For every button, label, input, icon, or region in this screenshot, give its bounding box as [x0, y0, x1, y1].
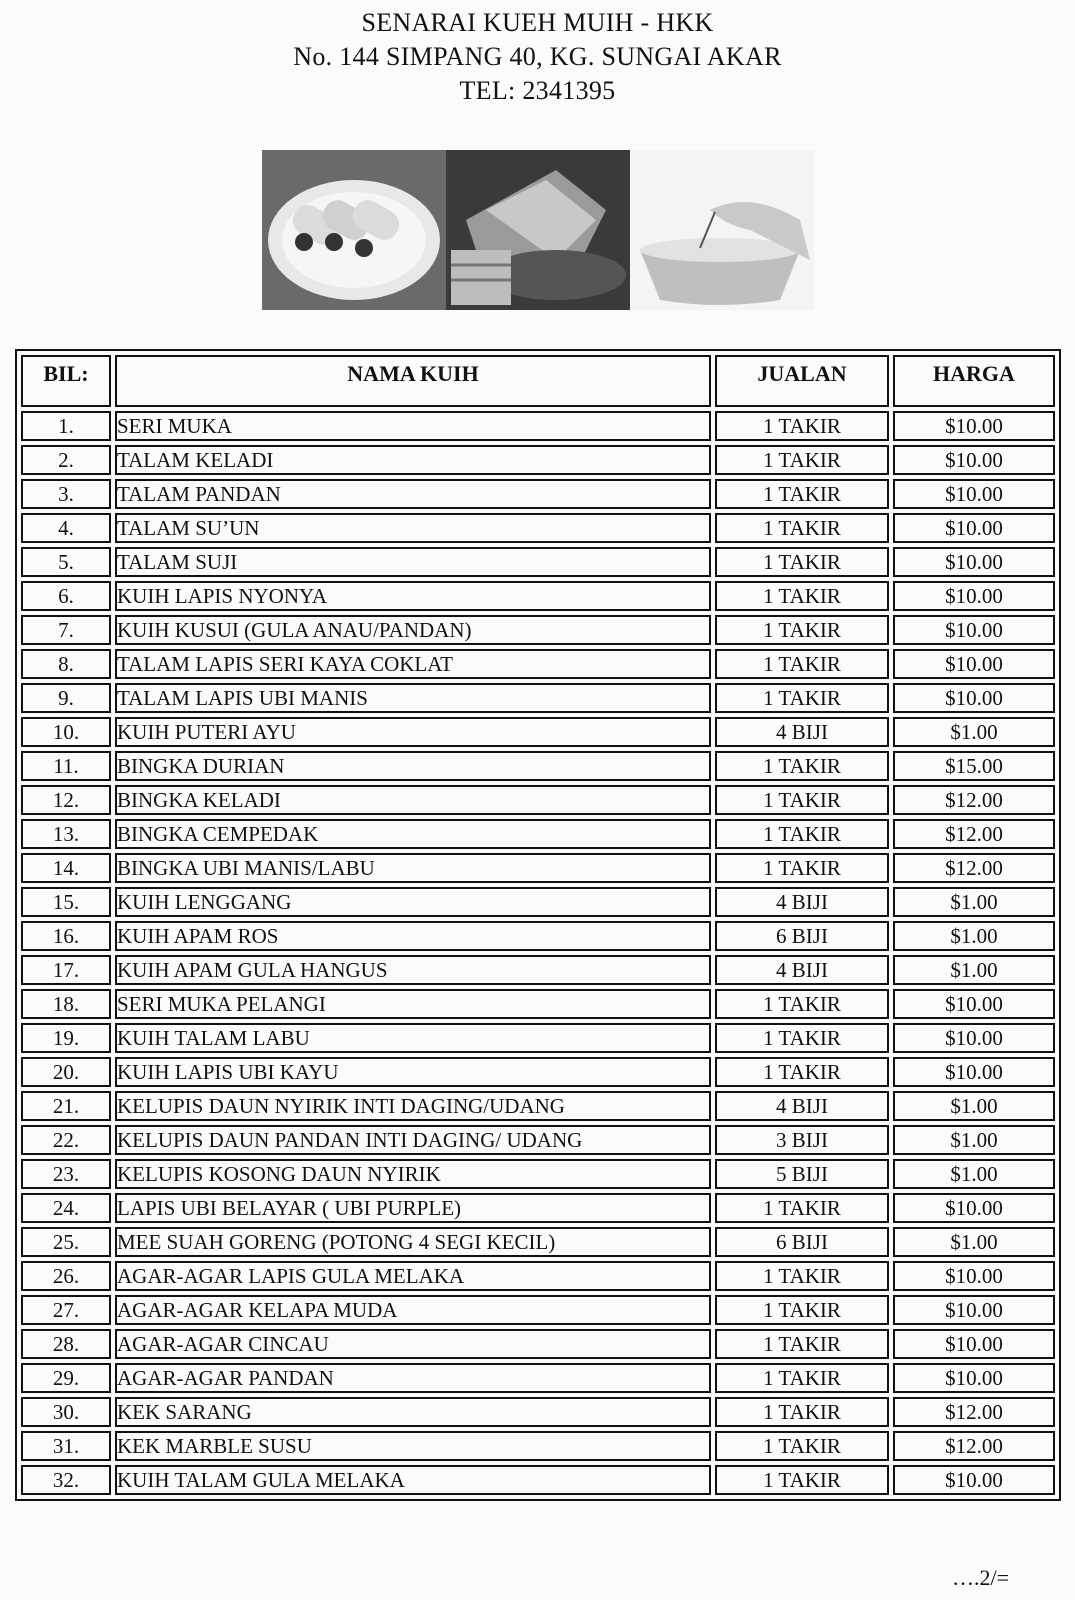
table-row: [21, 1397, 1055, 1427]
kuih-unit: 1 TAKIR: [715, 1023, 889, 1053]
kuih-unit: 4 BIJI: [715, 955, 889, 985]
kuih-price: $10.00: [893, 1261, 1055, 1291]
kuih-name: KUIH PUTERI AYU: [115, 717, 711, 747]
kuih-price: $15.00: [893, 751, 1055, 781]
kuih-name: AGAR-AGAR CINCAU: [115, 1329, 711, 1359]
kuih-unit: 1 TAKIR: [715, 1431, 889, 1461]
row-number: 18.: [21, 989, 111, 1019]
kuih-unit: 6 BIJI: [715, 921, 889, 951]
kuih-price: $1.00: [893, 1159, 1055, 1189]
kuih-name: KUIH TALAM GULA MELAKA: [115, 1465, 711, 1495]
kuih-unit: 1 TAKIR: [715, 751, 889, 781]
kuih-name: KEK SARANG: [115, 1397, 711, 1427]
row-number: 1.: [21, 411, 111, 441]
table-row: [21, 411, 1055, 441]
shop-address: No. 144 SIMPANG 40, KG. SUNGAI AKAR: [293, 42, 782, 71]
kuih-price: $1.00: [893, 955, 1055, 985]
kuih-name: KEK MARBLE SUSU: [115, 1431, 711, 1461]
document-title: SENARAI KUEH MUIH - HKK: [361, 8, 714, 37]
kuih-unit: 1 TAKIR: [715, 615, 889, 645]
kuih-price: $12.00: [893, 819, 1055, 849]
kuih-price: $10.00: [893, 411, 1055, 441]
kuih-name: KUIH LAPIS UBI KAYU: [115, 1057, 711, 1087]
table-row: [21, 1159, 1055, 1189]
row-number: 20.: [21, 1057, 111, 1087]
row-number: 11.: [21, 751, 111, 781]
kuih-price: $1.00: [893, 921, 1055, 951]
table-row: [21, 1431, 1055, 1461]
page-continuation: ….2/=: [952, 1565, 1010, 1590]
kuih-unit: 1 TAKIR: [715, 1363, 889, 1393]
kuih-name: MEE SUAH GORENG (POTONG 4 SEGI KECIL): [115, 1227, 711, 1257]
kuih-roll-photo: [262, 150, 446, 310]
kuih-cake-photo: [446, 150, 630, 310]
row-number: 7.: [21, 615, 111, 645]
row-number: 23.: [21, 1159, 111, 1189]
table-row: [21, 1465, 1055, 1495]
kuih-name: KELUPIS DAUN PANDAN INTI DAGING/ UDANG: [115, 1125, 711, 1155]
kuih-unit: 1 TAKIR: [715, 411, 889, 441]
row-number: 10.: [21, 717, 111, 747]
kuih-price: $10.00: [893, 1193, 1055, 1223]
kuih-unit: 4 BIJI: [715, 1091, 889, 1121]
kuih-unit: 1 TAKIR: [715, 989, 889, 1019]
table-row: [21, 479, 1055, 509]
table-row: [21, 1227, 1055, 1257]
kuih-name: TALAM LAPIS SERI KAYA COKLAT: [115, 649, 711, 679]
row-number: 32.: [21, 1465, 111, 1495]
kuih-unit: 1 TAKIR: [715, 1057, 889, 1087]
kuih-name: KUIH APAM GULA HANGUS: [115, 955, 711, 985]
kuih-price: $12.00: [893, 1397, 1055, 1427]
kuih-unit: 1 TAKIR: [715, 1329, 889, 1359]
kuih-unit: 1 TAKIR: [715, 445, 889, 475]
kuih-price: $12.00: [893, 785, 1055, 815]
row-number: 5.: [21, 547, 111, 577]
table-row: [21, 1023, 1055, 1053]
kuih-name: KUIH KUSUI (GULA ANAU/PANDAN): [115, 615, 711, 645]
kuih-name: SERI MUKA PELANGI: [115, 989, 711, 1019]
row-number: 14.: [21, 853, 111, 883]
kuih-name: KELUPIS KOSONG DAUN NYIRIK: [115, 1159, 711, 1189]
kuih-name: BINGKA UBI MANIS/LABU: [115, 853, 711, 883]
kuih-name: TALAM PANDAN: [115, 479, 711, 509]
kuih-unit: 1 TAKIR: [715, 819, 889, 849]
row-number: 3.: [21, 479, 111, 509]
kuih-name: BINGKA CEMPEDAK: [115, 819, 711, 849]
row-number: 13.: [21, 819, 111, 849]
table-row: [21, 1261, 1055, 1291]
kuih-unit: 6 BIJI: [715, 1227, 889, 1257]
kuih-price: $1.00: [893, 1091, 1055, 1121]
kuih-price: $10.00: [893, 683, 1055, 713]
kuih-unit: 1 TAKIR: [715, 547, 889, 577]
table-row: [21, 547, 1055, 577]
table-row: [21, 955, 1055, 985]
shop-telephone: TEL: 2341395: [459, 76, 616, 105]
table-row: [21, 819, 1055, 849]
kuih-name: TALAM SUJI: [115, 547, 711, 577]
kuih-price: $10.00: [893, 1465, 1055, 1495]
kuih-price: $10.00: [893, 1295, 1055, 1325]
kuih-name: BINGKA DURIAN: [115, 751, 711, 781]
kuih-price: $10.00: [893, 1363, 1055, 1393]
kuih-price: $1.00: [893, 1125, 1055, 1155]
row-number: 22.: [21, 1125, 111, 1155]
row-number: 27.: [21, 1295, 111, 1325]
column-header-nama-kuih: NAMA KUIH: [115, 355, 711, 407]
kuih-unit: 4 BIJI: [715, 717, 889, 747]
table-row: [21, 1363, 1055, 1393]
kuih-price: $10.00: [893, 1023, 1055, 1053]
kuih-price: $12.00: [893, 853, 1055, 883]
row-number: 19.: [21, 1023, 111, 1053]
kuih-unit: 1 TAKIR: [715, 1465, 889, 1495]
kuih-price: $10.00: [893, 615, 1055, 645]
table-row: [21, 717, 1055, 747]
table-row: [21, 1329, 1055, 1359]
kuih-unit: 5 BIJI: [715, 1159, 889, 1189]
kuih-price: $10.00: [893, 547, 1055, 577]
table-row: [21, 785, 1055, 815]
kuih-name: KUIH APAM ROS: [115, 921, 711, 951]
row-number: 24.: [21, 1193, 111, 1223]
kuih-name: KUIH LAPIS NYONYA: [115, 581, 711, 611]
table-row: [21, 445, 1055, 475]
row-number: 21.: [21, 1091, 111, 1121]
row-number: 26.: [21, 1261, 111, 1291]
kuih-price: $10.00: [893, 581, 1055, 611]
kuih-unit: 1 TAKIR: [715, 683, 889, 713]
table-row: [21, 853, 1055, 883]
row-number: 15.: [21, 887, 111, 917]
kuih-unit: 4 BIJI: [715, 887, 889, 917]
document-header: [0, 6, 1075, 108]
table-row: [21, 1193, 1055, 1223]
kuih-unit: 1 TAKIR: [715, 1397, 889, 1427]
kuih-unit: 1 TAKIR: [715, 581, 889, 611]
row-number: 17.: [21, 955, 111, 985]
table-row: [21, 513, 1055, 543]
table-row: [21, 1125, 1055, 1155]
kuih-name: AGAR-AGAR KELAPA MUDA: [115, 1295, 711, 1325]
column-header-harga: HARGA: [893, 355, 1055, 407]
kuih-name: TALAM SU’UN: [115, 513, 711, 543]
table-row: [21, 921, 1055, 951]
kuih-unit: 1 TAKIR: [715, 649, 889, 679]
row-number: 12.: [21, 785, 111, 815]
kuih-price: $10.00: [893, 989, 1055, 1019]
kuih-price: $10.00: [893, 649, 1055, 679]
kuih-name: TALAM KELADI: [115, 445, 711, 475]
kuih-name: AGAR-AGAR PANDAN: [115, 1363, 711, 1393]
row-number: 29.: [21, 1363, 111, 1393]
row-number: 31.: [21, 1431, 111, 1461]
table-row: [21, 989, 1055, 1019]
table-row: [21, 615, 1055, 645]
kuih-unit: 1 TAKIR: [715, 1193, 889, 1223]
kuih-photo-strip: [262, 150, 814, 314]
kuih-name: KUIH TALAM LABU: [115, 1023, 711, 1053]
kuih-price: $1.00: [893, 1227, 1055, 1257]
row-number: 4.: [21, 513, 111, 543]
kuih-unit: 1 TAKIR: [715, 853, 889, 883]
row-number: 6.: [21, 581, 111, 611]
kuih-name: AGAR-AGAR LAPIS GULA MELAKA: [115, 1261, 711, 1291]
kuih-name: BINGKA KELADI: [115, 785, 711, 815]
column-header-bil: BIL:: [21, 355, 111, 407]
row-number: 28.: [21, 1329, 111, 1359]
kuih-name: KUIH LENGGANG: [115, 887, 711, 917]
table-row: [21, 887, 1055, 917]
table-row: [21, 581, 1055, 611]
kuih-unit: 1 TAKIR: [715, 479, 889, 509]
row-number: 16.: [21, 921, 111, 951]
kuih-unit: 1 TAKIR: [715, 785, 889, 815]
kuih-price: $10.00: [893, 479, 1055, 509]
kuih-price: $12.00: [893, 1431, 1055, 1461]
table-row: [21, 1295, 1055, 1325]
kuih-unit: 3 BIJI: [715, 1125, 889, 1155]
kuih-price: $10.00: [893, 445, 1055, 475]
table-row: [21, 751, 1055, 781]
row-number: 9.: [21, 683, 111, 713]
table-row: [21, 1057, 1055, 1087]
kuih-price: $10.00: [893, 1057, 1055, 1087]
kuih-unit: 1 TAKIR: [715, 1261, 889, 1291]
kuih-price: $10.00: [893, 513, 1055, 543]
table-row: [21, 683, 1055, 713]
row-number: 2.: [21, 445, 111, 475]
kuih-price: $1.00: [893, 887, 1055, 917]
row-number: 25.: [21, 1227, 111, 1257]
kuih-price-table: [15, 349, 1061, 1501]
column-header-jualan: JUALAN: [715, 355, 889, 407]
kuih-price: $1.00: [893, 717, 1055, 747]
kuih-bowl-photo: [630, 150, 814, 310]
row-number: 8.: [21, 649, 111, 679]
table-header-row: [21, 355, 1055, 407]
kuih-price: $10.00: [893, 1329, 1055, 1359]
kuih-unit: 1 TAKIR: [715, 1295, 889, 1325]
row-number: 30.: [21, 1397, 111, 1427]
table-row: [21, 649, 1055, 679]
kuih-unit: 1 TAKIR: [715, 513, 889, 543]
kuih-name: TALAM LAPIS UBI MANIS: [115, 683, 711, 713]
table-row: [21, 1091, 1055, 1121]
kuih-name: LAPIS UBI BELAYAR ( UBI PURPLE): [115, 1193, 711, 1223]
kuih-name: KELUPIS DAUN NYIRIK INTI DAGING/UDANG: [115, 1091, 711, 1121]
kuih-name: SERI MUKA: [115, 411, 711, 441]
